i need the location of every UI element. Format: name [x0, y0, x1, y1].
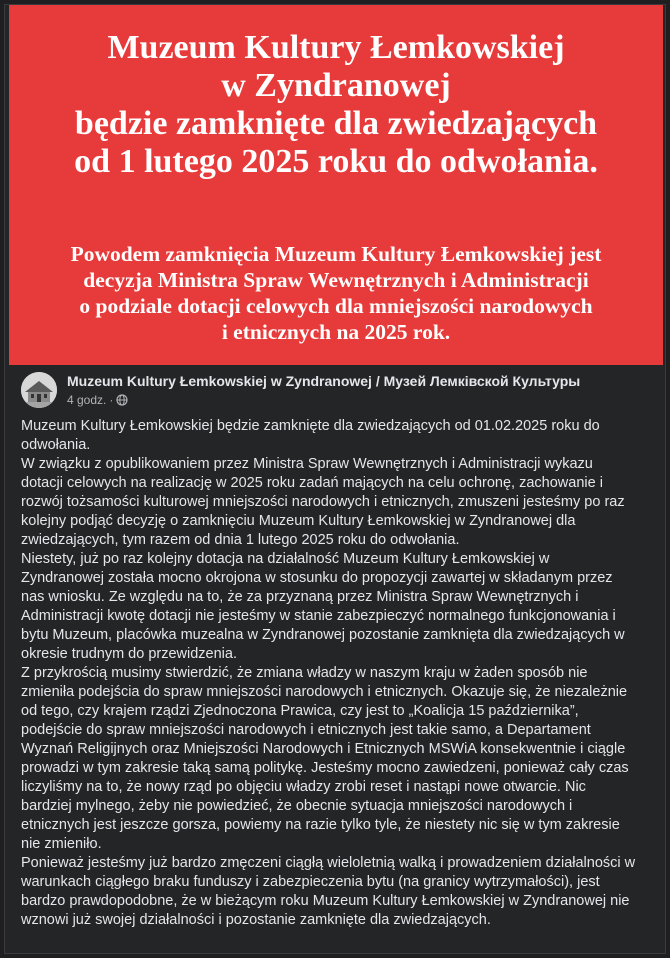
post-text-line: liczyliśmy na to, że nowy rząd po objęciu władzy zrobi reset i nastąpi nowe otwarcie. Nic	[21, 779, 586, 795]
announcement-image[interactable]	[9, 5, 663, 365]
announcement-reason	[9, 241, 663, 345]
post-meta	[67, 393, 128, 409]
reason-line: decyzja Ministra Spraw Wewnętrznych i Administracji	[83, 268, 589, 292]
post-text-line: warunkach ciągłego braku funduszy i zabezpieczenia bytu (na granicy wytrzymałości), jest	[21, 874, 600, 890]
post-text-line: Wyznań Religijnych oraz Mniejszości Narodowych i Etnicznych MSWiA konsekwentnie i ciągle	[21, 741, 626, 757]
post-text-line: W związku z opublikowaniem przez Ministra Spraw Wewnętrznych i Administracji wykazu	[21, 456, 593, 472]
headline-line: od 1 lutego 2025 roku do odwołania.	[74, 143, 598, 180]
post-text-line: zwiedzających, tym razem od dnia 1 lutego 2025 roku do odwołania.	[21, 532, 460, 548]
post-text-line: od tego, czy krajem rządzi Zjednoczona Prawica, czy jest to „Koalicja 15 października”,	[21, 703, 579, 719]
headline-line: będzie zamknięte dla zwiedzających	[74, 105, 598, 142]
post-text-line: Z przykrością musimy stwierdzić, że zmiana władzy w naszym kraju w żaden sposób nie	[21, 665, 588, 681]
post-text-line: zmieniła podejścia do spraw mniejszości narodowych i etnicznych. Okazuje się, że niezależnie	[21, 684, 628, 700]
post-card	[4, 4, 666, 954]
page-name-link[interactable]: Muzeum Kultury Łemkowskiej w Zyndranowej / Музей Лемківской Культуры	[67, 373, 581, 389]
post-text-line: Zyndranowej została mocno okrojona w stosunku do propozycji zawartej w składanym przez	[21, 570, 613, 586]
reason-line: Powodem zamknięcia Muzeum Kultury Łemkowskiej jest	[70, 242, 602, 266]
reason-line: o podziale dotacji celowych dla mniejszości narodowych	[79, 294, 593, 318]
post-text-line: Ponieważ jesteśmy już bardzo zmęczeni ciągłą wieloletnią walką i prowadzeniem działalności w	[21, 855, 636, 871]
post-text-line: Muzeum Kultury Łemkowskiej będzie zamknięte dla zwiedzających od 01.02.2025 roku do	[21, 418, 600, 434]
post-text-line: etnicznych jest jeszcze gorsza, powiemy na razie tylko tyle, że niestety nic się w tym zakresie	[21, 817, 620, 833]
post-text-line: Niestety, już po raz kolejny dotacja na działalność Muzeum Kultury Łemkowskiej w	[21, 551, 550, 567]
post-text-line: Administracji kwotę dotacji nie jesteśmy w stanie zabezpieczyć normalnego funkcjonowania i	[21, 608, 616, 624]
meta-separator: ·	[109, 393, 114, 407]
post-text	[21, 417, 653, 930]
headline-line: Muzeum Kultury Łemkowskiej	[107, 29, 565, 66]
page-avatar[interactable]	[21, 372, 57, 408]
museum-building-icon	[21, 372, 57, 408]
post-text-line: dotacji celowych na realizację w 2025 roku zadań mających na celu ochronę, zachowanie i	[21, 475, 603, 491]
globe-icon	[116, 394, 128, 409]
post-text-line: nie zmieniło.	[21, 836, 102, 852]
post-header	[21, 368, 649, 412]
reason-line: i etnicznych na 2025 rok.	[221, 320, 451, 344]
post-text-line: podejście do spraw mniejszości narodowych i etnicznych jest takie samo, a Departament	[21, 722, 591, 738]
post-text-line: rozwój tożsamości kulturowej mniejszości narodowych i etnicznych, zmuszeni jesteśmy po raz	[21, 494, 625, 510]
post-text-line: wznowi już swojej działalności i pozostanie zamknięte dla zwiedzających.	[21, 912, 491, 928]
post-text-line: nas wniosku. Ze względu na to, że za przyznaną przez Ministra Spraw Wewnętrznych i	[21, 589, 579, 605]
post-text-line: kolejny podjąć decyzję o zamknięciu Muzeum Kultury Łemkowskiej w Zyndranowej dla	[21, 513, 576, 529]
post-text-line: odwołania.	[21, 437, 91, 453]
post-text-line: bardzo prawdopodobne, że w bieżącym roku Muzeum Kultury Łemkowskiej w Zyndranowej nie	[21, 893, 630, 909]
announcement-headline	[9, 29, 663, 181]
post-text-line: bytu Muzeum, placówka muzealna w Zyndranowej pozostanie zamknięta dla zwiedzających w	[21, 627, 625, 643]
post-text-line: okresie trudnym do przewidzenia.	[21, 646, 237, 662]
post-text-line: prowadzi w tym zakresie taką samą politykę. Jesteśmy mocno zawiedzeni, ponieważ cały czas	[21, 760, 629, 776]
post-text-line: bardziej mylnego, żeby nie powiedzieć, że obecnie sytuacja mniejszości narodowych i	[21, 798, 573, 814]
post-timestamp[interactable]: 4 godz.	[67, 393, 107, 407]
headline-line: w Zyndranowej	[221, 67, 451, 104]
